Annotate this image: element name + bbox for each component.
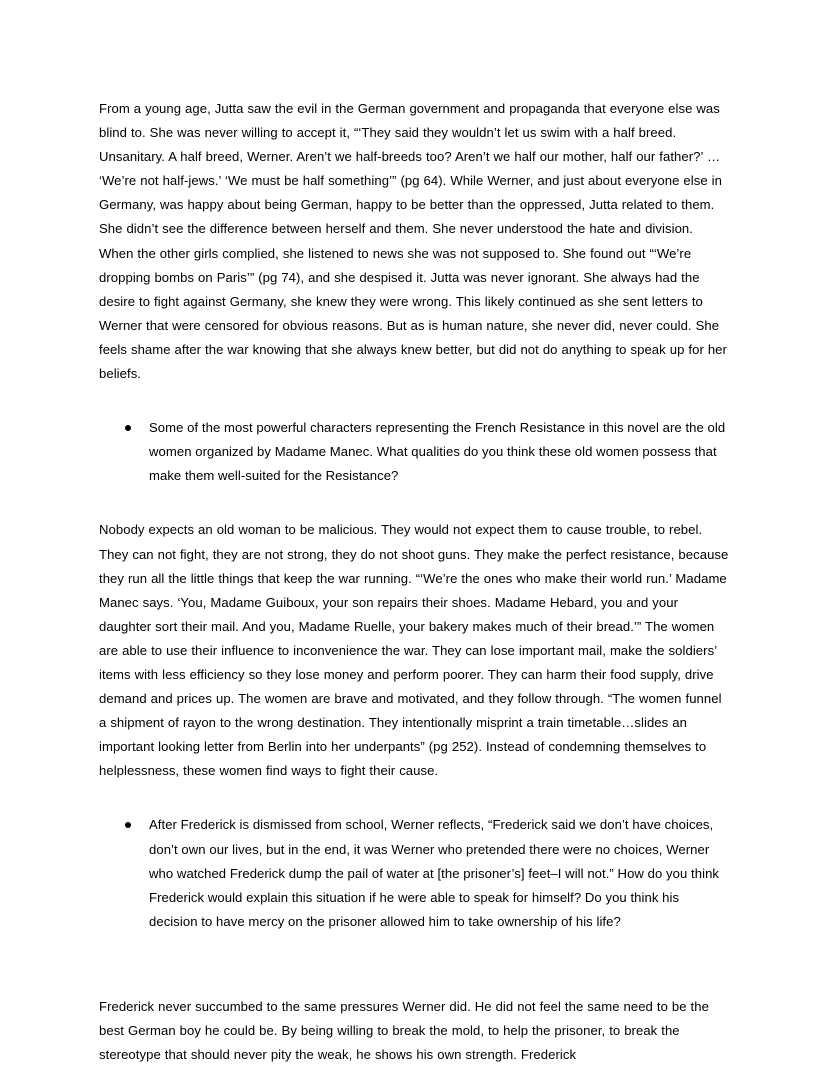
list-item (99, 416, 730, 488)
paragraph-jutta-response: From a young age, Jutta saw the evil in the German government and propaganda that everyone else was blind to. She was never willing to accept it, “‘They said they wouldn’t let us swim with a half breed. Unsanitary. A half breed, Werner. Aren’t we half-breeds too? Aren’t we half our mother, half our father?’ … ‘We’re not half-jews.’ ‘We must be half something’” (pg 64). While Werner, and just about everyone else in Germany, was happy about being German, happy to be better than the oppressed, Jutta related to them. She didn’t see the difference between herself and them. She never understood the hate and division. When the other girls complied, she listened to news she was not supposed to. She found out “‘We’re dropping bombs on Paris’” (pg 74), and she despised it. Jutta was never ignorant. She always had the desire to fight against Germany, she knew they were wrong. This likely continued as she sent letters to Werner that were censored for obvious reasons. But as is human nature, she never did, never could. She feels shame after the war knowing that she always knew better, but did not do anything to speak up for her beliefs. (99, 101, 727, 382)
question-list-2 (99, 813, 730, 933)
spacer (99, 488, 730, 518)
paragraph-frederick-response: Frederick never succumbed to the same pressures Werner did. He did not feel the same need to be the best German boy he could be. By being willing to break the mold, to help the prisoner, to break the stereotype that should never pity the weak, he shows his own strength. Frederick (99, 998, 709, 1063)
question-frederick: After Frederick is dismissed from school, Werner reflects, “Frederick said we don’t have choices, don’t own our lives, but in the end, it was Werner who pretended there were no choices, Werner who watched Frederick dump the pail of water at [the prisoner’s] feet–I will not.” How do you think Frederick would explain this situation if he were able to speak for himself? Do you think his decision to have mercy on the prisoner allowed him to take ownership of his life? (149, 817, 720, 929)
document-body (99, 97, 730, 1067)
question-madame-manec: Some of the most powerful characters representing the French Resistance in this novel are the old women organized by Madame Manec. What qualities do you think these old women possess that make them well-suited for the Resistance? (149, 420, 726, 484)
spacer (99, 386, 730, 416)
bullet-dot-icon (125, 425, 131, 431)
question-list-1 (99, 416, 730, 488)
spacer (99, 783, 730, 813)
spacer (99, 934, 730, 995)
paragraph-old-women-response: Nobody expects an old woman to be malicious. They would not expect them to cause trouble, to rebel. They can not fight, they are not strong, they do not shoot guns. They make the perfect resistance, because they run all the little things that keep the war running. “‘We’re the ones who make their world run.’ Madame Manec says. ‘You, Madame Guiboux, your son repairs their shoes. Madame Hebard, you and your daughter sort their mail. And you, Madame Ruelle, your bakery makes much of their bread.’” The women are able to use their influence to inconvenience the war. They can lose important mail, make the soldiers’ items with less efficiency so they lose money and perform poorer. They can harm their food supply, drive demand and prices up. The women are brave and motivated, and they follow through. “The women funnel a shipment of rayon to the wrong destination. They intentionally misprint a train timetable…slides an important looking letter from Berlin into her underpants” (pg 252). Instead of condemning themselves to helplessness, these women find ways to fight their cause. (99, 522, 729, 779)
bullet-dot-icon (125, 822, 131, 828)
list-item (99, 813, 730, 933)
